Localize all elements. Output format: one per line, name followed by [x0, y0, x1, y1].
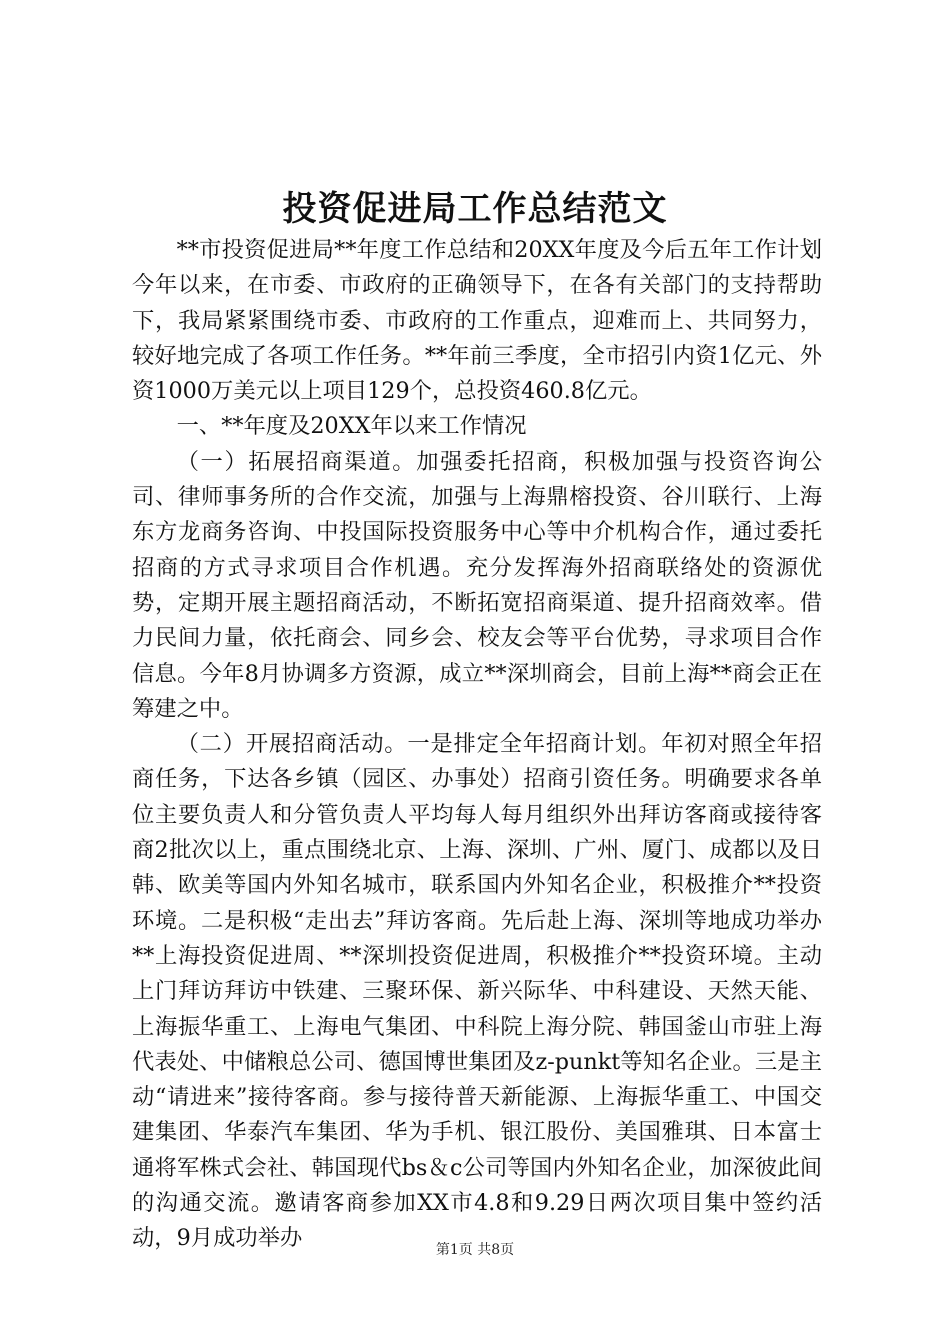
document-body [132, 233, 822, 1257]
paragraph-activities: （二）开展招商活动。一是排定全年招商计划。年初对照全年招商任务，下达各乡镇（园区、办事处）招商引资任务。明确要求各单位主要负责人和分管负责人平均每人每月组织外出拜访客商或接待客商2批次以上，重点围绕北京、上海、深圳、广州、厦门、成都以及日韩、欧美等国内外知名城市，联系国内外知名企业，积极推介**投资环境。二是积极“走出去”拜访客商。先后赴上海、深圳等地成功举办**上海投资促进周、**深圳投资促进周，积极推介**投资环境。主动上门拜访拜访中铁建、三聚环保、新兴际华、中科建设、天然天能、上海振华重工、上海电气集团、中科院上海分院、韩国釜山市驻上海代表处、中储粮总公司、德国博世集团及z-punkt等知名企业。三是主动“请进来”接待客商。参与接待普天新能源、上海振华重工、中国交建集团、华泰汽车集团、华为手机、银江股份、美国雅琪、日本富士通将军株式会社、韩国现代bs＆c公司等国内外知名企业，加深彼此间的沟通交流。邀请客商参加XX市4.8和9.29日两次项目集中签约活动，9月成功举办 [132, 731, 822, 1252]
document-title: 投资促进局工作总结范文 [282, 189, 668, 229]
paragraph-intro: **市投资促进局**年度工作总结和20XX年度及今后五年工作计划今年以来，在市委、市政府的正确领导下，在各有关部门的支持帮助下，我局紧紧围绕市委、市政府的工作重点，迎难而上、共同努力，较好地完成了各项工作任务。**年前三季度，全市招引内资1亿元、外资1000万美元以上项目129个，总投资460.8亿元。 [132, 237, 822, 405]
section-heading: 一、**年度及20XX年以来工作情况 [176, 413, 527, 440]
paragraph-channels: （一）拓展招商渠道。加强委托招商，积极加强与投资咨询公司、律师事务所的合作交流，加强与上海鼎榕投资、谷川联行、上海东方龙商务咨询、中投国际投资服务中心等中介机构合作，通过委托招商的方式寻求项目合作机遇。充分发挥海外招商联络处的资源优势，定期开展主题招商活动，不断拓宽招商渠道、提升招商效率。借力民间力量，依托商会、同乡会、校友会等平台优势，寻求项目合作信息。今年8月协调多方资源，成立**深圳商会，目前上海**商会正在筹建之中。 [132, 448, 822, 722]
page-footer: 第1页 共8页 [435, 1242, 515, 1258]
